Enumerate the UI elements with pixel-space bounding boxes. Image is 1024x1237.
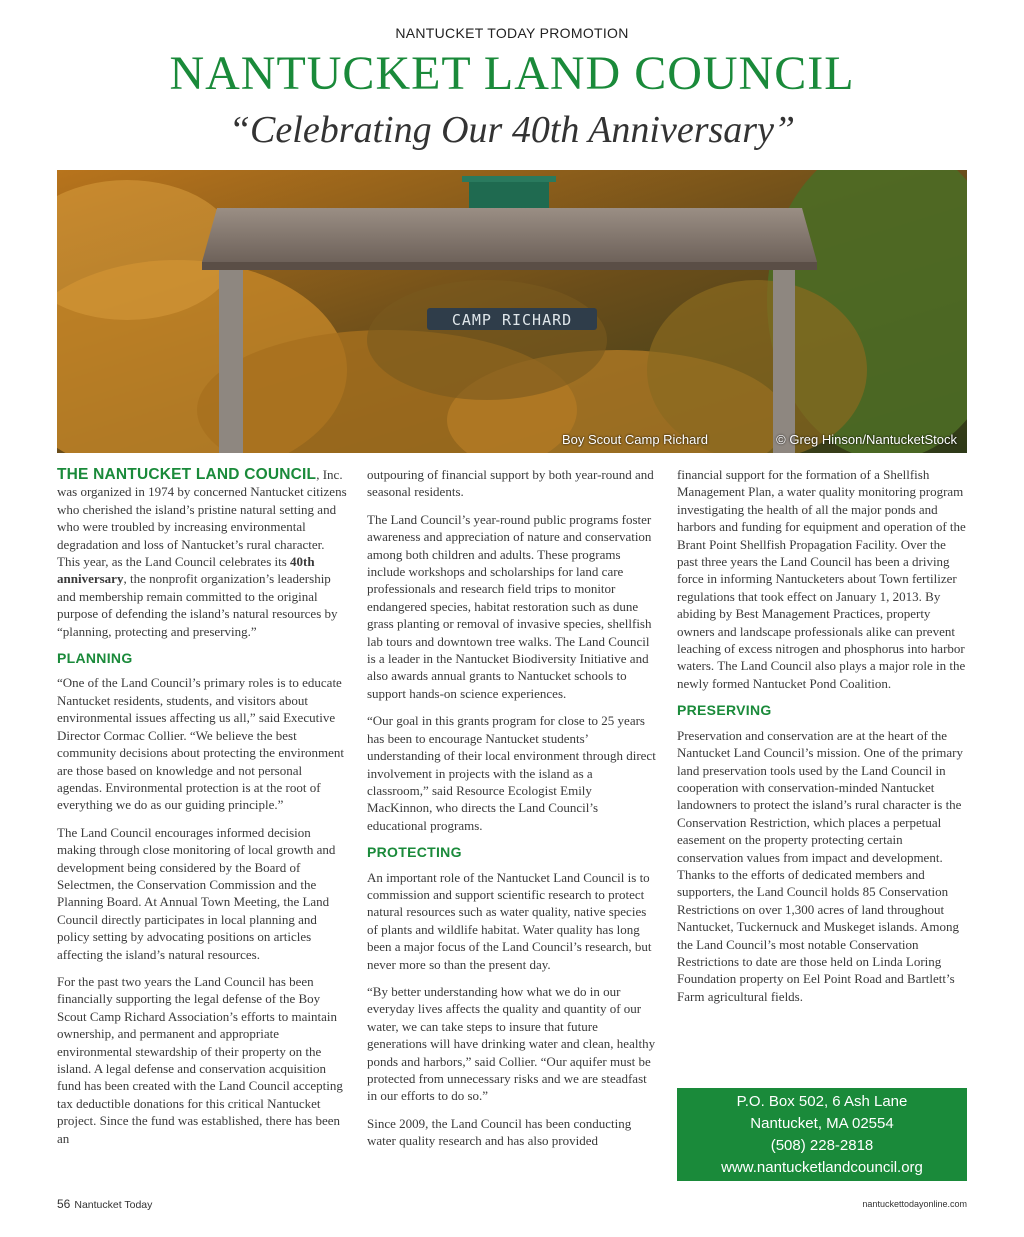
paragraph: Preservation and conservation are at the heart of the Nantucket Land Council’s mission. One of the primary land preservation tools used by the Land Council in cooperation with conservation-minded Nantucket landowners to protect the island’s rural character is the Conservation Restriction, which places a perpetual easement on the property protecting certain conservation values from impact and development. Thanks to the efforts of dedicated members and supporters, the Land Council holds 85 Conservation Restrictions on over 1,300 acres of land throughout Nantucket, Tuckernuck and Muskeget islands. Among the Land Council’s most notable Conservation Restrictions to date are those held on Linda Loring Foundation property on Eel Point Road and Bartlett’s Farm agricultural fields.: [677, 727, 963, 1004]
contact-phone: (508) 228-2818: [770, 1136, 874, 1154]
footer-website[interactable]: nantuckettodayonline.com: [862, 1199, 967, 1209]
paragraph: The Land Council’s year-round public programs foster awareness and appreciation of nature and conservation among both children and adults. These programs include workshops and scholarships for land care professionals and research field trips to monitor endangered species, habitat restoration such as dune grass planting or removal of invasive species, shellfish lab tours and downtown tree walks. The Land Council is a leader in the Nantucket Biodiversity Initiative and also awards annual grants to Nantucket schools to support hands-on science experiences.: [367, 511, 652, 701]
paragraph: outpouring of financial support by both year-round and seasonal residents.: [367, 467, 654, 500]
contact-box: [677, 1088, 967, 1181]
paragraph: “One of the Land Council’s primary roles is to educate Nantucket residents, students, and visitors about environmental issues affecting us all,” said Executive Director Cormac Collier. “We believe the best community decisions about protecting the environment are those based on knowledge and not personal agendas. Environmental protection is at the root of everything we do as our guiding principle.”: [57, 675, 345, 813]
intro-text-a: , Inc. was organized in 1974 by concerned Nantucket citizens who cherished the island’s pristine natural setting and who were troubled by increasing environmental degradation and loss of Nantucket’s rural character. This year, as the Land Council celebrates its: [57, 467, 347, 570]
camp-richard-photo: [57, 170, 967, 453]
page-subtitle: “Celebrating Our 40th Anniversary”: [228, 109, 796, 151]
footer-publication: [57, 1197, 152, 1211]
contact-website[interactable]: www.nantucketlandcouncil.org: [721, 1158, 923, 1176]
intro-text-b: , the nonprofit organization’s leadership and membership remain committed to the original purpose of defending the island’s natural resources by “planning, protecting and preserving.”: [57, 571, 338, 639]
paragraph: financial support for the formation of a Shellfish Management Plan, a water quality monitoring program investigating the health of all the major ponds and harbors and funding for equipment and operation of the Brant Point Shellfish Propagation Facility. Over the past three years the Land Council has been a driving force in informing Nantucketers about Town fertilizer regulations that took effect on January 1, 2013. By abiding by Best Management Practices, property owners and landscape professionals alike can prevent leaching of excess nitrogen and phosphorus into harbor waters. The Land Council also plays a major role in the newly formed Nantucket Pond Coalition.: [677, 467, 966, 691]
section-heading-preserving: PRESERVING: [677, 702, 772, 719]
paragraph: Since 2009, the Land Council has been conducting water quality research and has also provided: [367, 1115, 632, 1149]
column-3: [677, 466, 967, 1015]
paragraph: For the past two years the Land Council has been financially supporting the legal defense of the Boy Scout Camp Richard Association’s efforts to maintain ownership, and permanent and appropriate environmental stewardship of their property on the island. A legal defense and conservation acquisition fund has been created with the Land Council accepting tax deductible donations for this critical Nantucket project. Since the fund was established, there has been an: [57, 973, 343, 1146]
page-title: NANTUCKET LAND COUNCIL: [169, 47, 855, 100]
section-heading-planning: PLANNING: [57, 650, 133, 667]
intro-bold: 40th anniversary: [57, 554, 315, 587]
lead-in: THE NANTUCKET LAND COUNCIL: [57, 466, 317, 483]
contact-city: Nantucket, MA 02554: [750, 1114, 894, 1132]
intro-paragraph: [57, 466, 349, 640]
promo-label: NANTUCKET TODAY PROMOTION: [395, 25, 629, 41]
contact-address: P.O. Box 502, 6 Ash Lane: [736, 1092, 908, 1110]
paragraph: An important role of the Nantucket Land Council is to commission and support scientific research to protect natural resources such as water quality, native species of plants and wildlife habitat. Water quality has long been a major focus of the Land Council’s research, but never more so than the present day.: [367, 869, 652, 972]
paragraph: “Our goal in this grants program for close to 25 years has been to encourage Nantucket students’ understanding of their local environment through direct involvement in projects with the island as a classroom,” said Resource Ecologist Emily MacKinnon, who directs the Land Council’s educational programs.: [367, 713, 656, 833]
column-2: [367, 466, 657, 1160]
page-number: 56: [57, 1197, 71, 1211]
sign-text: CAMP RICHARD: [451, 311, 573, 329]
column-1: [57, 466, 349, 1157]
photo-credit: © Greg Hinson/NantucketStock: [776, 432, 957, 447]
paragraph: The Land Council encourages informed decision making through close monitoring of local growth and development being considered by the Board of Selectmen, the Conservation Commission and the Planning Board. At Annual Town Meeting, the Land Council directly participates in local planning and policy setting by advocating positions on articles affecting the island’s natural resources.: [57, 824, 336, 962]
section-heading-protecting: PROTECTING: [367, 844, 462, 861]
publication-name: Nantucket Today: [74, 1199, 153, 1211]
paragraph: “By better understanding how what we do in our everyday lives affects the quality and quantity of our water, we can take steps to insure that future generations will have drinking water and clean, healthy ponds and harbors,” said Collier. “Our aquifer must be protected from unnecessary risks and we are steadfast in our efforts to do so.”: [367, 983, 656, 1104]
photo-caption: Boy Scout Camp Richard: [562, 432, 708, 447]
